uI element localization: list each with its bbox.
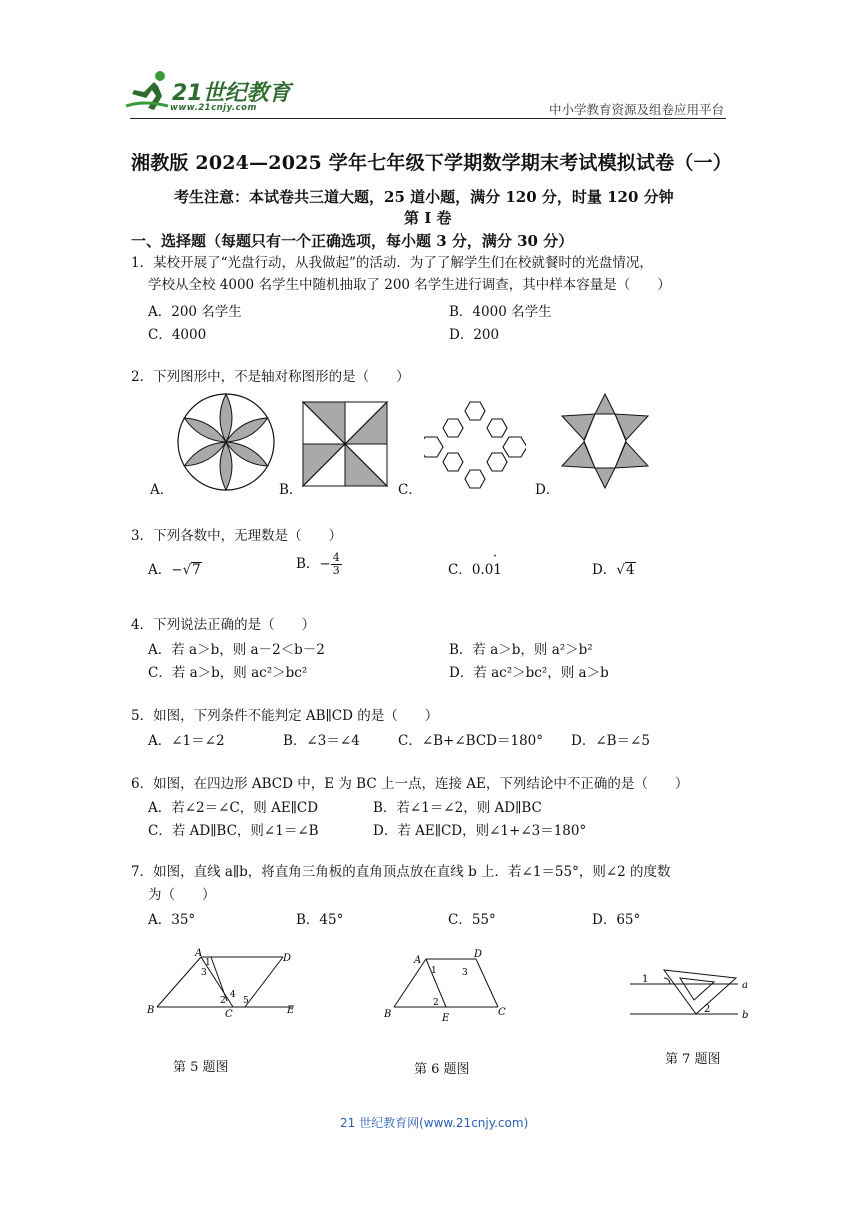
runner-logo-icon <box>124 70 174 112</box>
q4-option-d: D．若 ac²＞bc²，则 a＞b <box>449 665 609 681</box>
q7-line1: 7．如图，直线 a∥b，将直角三角板的直角顶点放在直线 b 上．若∠1＝55°，则∠2 的度数 <box>131 864 671 880</box>
q3-b-fraction <box>331 552 342 577</box>
q2-option-a: A． <box>150 482 174 498</box>
q7-line2: 为（ ） <box>148 887 216 903</box>
q1-option-b: B．4000 名学生 <box>449 304 552 320</box>
q4-option-c: C．若 a＞b，则 ac²＞bc² <box>148 665 308 681</box>
q5-option-c: C．∠B+∠BCD＝180° <box>398 733 544 749</box>
fig7-label-b: b <box>742 1010 749 1021</box>
figure-5-caption: 第 5 题图 <box>173 1060 229 1075</box>
q7-option-b: B．45° <box>296 912 344 928</box>
q3-d-radicand: 4 <box>625 562 635 578</box>
q4-option-b: B．若 a＞b，则 a²＞b² <box>449 642 593 658</box>
fig5-label-d: D <box>283 953 292 964</box>
fig6-label-d: D <box>474 949 483 960</box>
figure-7-caption: 第 7 题图 <box>665 1052 721 1067</box>
q2-stem: 2．下列图形中，不是轴对称图形的是（ ） <box>131 369 410 385</box>
figure-5-diagram <box>145 945 305 1021</box>
fig5-label-e: E <box>287 1005 295 1016</box>
q7-option-a: A．35° <box>148 912 196 928</box>
fig5-label-1: 1 <box>205 958 211 968</box>
header-divider <box>130 118 726 119</box>
logo-text: 21世纪教育 <box>172 81 291 106</box>
q5-option-d: D．∠B＝∠5 <box>571 733 650 749</box>
q2-option-c: C． <box>398 482 422 498</box>
fig5-label-5: 5 <box>243 996 249 1006</box>
platform-label: 中小学教育资源及组卷应用平台 <box>548 102 724 117</box>
q2-figure-c-hexagons <box>424 398 526 492</box>
fig5-label-a: A <box>195 948 203 959</box>
q2-option-d: D． <box>535 482 560 498</box>
q1-line1: 1．某校开展了“光盘行动，从我做起”的活动．为了了解学生们在校就餐时的光盘情况， <box>131 255 653 271</box>
q3-option-d <box>592 558 636 578</box>
q6-option-a: A．若∠2＝∠C，则 AE∥CD <box>148 800 319 816</box>
q3-b-denominator: 3 <box>332 564 340 577</box>
q3-option-b <box>296 552 342 577</box>
fig6-label-c: C <box>498 1007 506 1018</box>
q1-option-d: D．200 <box>449 327 500 343</box>
q3-c-repeat-dot: · <box>493 549 498 564</box>
fig6-label-e: E <box>442 1013 450 1024</box>
logo-url: www.21cnjy.com <box>170 103 257 113</box>
header-logo <box>124 70 294 116</box>
q2-figure-a-flower <box>176 392 276 492</box>
fig6-label-3: 3 <box>462 968 468 978</box>
fig7-label-2: 2 <box>704 1004 711 1015</box>
fig5-label-b: B <box>147 1005 155 1016</box>
fig5-label-3: 3 <box>201 968 207 978</box>
fig6-label-a: A <box>414 955 422 966</box>
q1-option-c: C．4000 <box>148 327 207 343</box>
footer-link[interactable]: 21 世纪教育网(www.21cnjy.com) <box>340 1116 529 1130</box>
q3-stem: 3．下列各数中，无理数是（ ） <box>131 528 343 544</box>
q3-a-prefix: A．− <box>148 562 183 578</box>
q5-option-b: B．∠3＝∠4 <box>283 733 360 749</box>
q3-a-radicand: 7 <box>192 562 201 578</box>
q3-c-value: C．0.01 <box>448 562 502 578</box>
sqrt-icon: √ <box>182 562 192 578</box>
q5-stem: 5．如图，下列条件不能判定 AB∥CD 的是（ ） <box>131 708 439 724</box>
figure-7-diagram <box>624 950 756 1028</box>
q2-option-b: B． <box>279 482 303 498</box>
q6-option-d: D．若 AE∥CD，则∠1+∠3＝180° <box>373 823 587 839</box>
q1-line2: 学校从全校 4000 名学生中随机抽取了 200 名学生进行调查，其中样本容量是（ ） <box>148 277 671 293</box>
fig6-label-b: B <box>384 1009 392 1020</box>
q3-b-numerator: 4 <box>332 551 340 564</box>
q1-option-a: A．200 名学生 <box>148 304 242 320</box>
q7-option-c: C．55° <box>448 912 496 928</box>
q4-option-a: A．若 a＞b，则 a－2＜b－2 <box>148 642 325 658</box>
q3-b-prefix: B．− <box>296 556 331 572</box>
figure-6-diagram <box>380 945 510 1027</box>
section-heading: 一、选择题（每题只有一个正确选项，每小题 3 分，满分 30 分） <box>131 232 574 250</box>
q3-d-prefix: D． <box>592 562 617 578</box>
sqrt-icon: √ <box>616 562 625 578</box>
fig5-label-2: 2 <box>220 996 226 1006</box>
exam-notice: 考生注意：本试卷共三道大题，25 道小题，满分 120 分，时量 120 分钟 <box>174 188 674 206</box>
figure-6-caption: 第 6 题图 <box>414 1062 470 1077</box>
volume-label: 第 I 卷 <box>404 209 452 227</box>
fig7-label-a: a <box>742 980 748 991</box>
fig7-label-1: 1 <box>642 974 649 985</box>
q6-stem: 6．如图，在四边形 ABCD 中，E 为 BC 上一点，连接 AE，下列结论中不正确的是（ ） <box>131 776 689 792</box>
page-title: 湘教版 2024—2025 学年七年级下学期数学期末考试模拟试卷（一） <box>131 152 732 174</box>
fig5-label-c: C <box>225 1009 233 1020</box>
fig6-label-2: 2 <box>433 998 439 1008</box>
fig6-label-1: 1 <box>431 966 437 976</box>
q7-option-d: D．65° <box>592 912 641 928</box>
q2-figure-b-pinwheel <box>301 400 389 488</box>
q6-option-c: C．若 AD∥BC，则∠1＝∠B <box>148 823 319 839</box>
q4-stem: 4．下列说法正确的是（ ） <box>131 617 316 633</box>
q2-figure-d-star <box>560 392 650 490</box>
fig5-label-4: 4 <box>230 990 236 1000</box>
q3-option-a <box>148 558 202 578</box>
q6-option-b: B．若∠1＝∠2，则 AD∥BC <box>373 800 542 816</box>
q5-option-a: A．∠1＝∠2 <box>148 733 225 749</box>
